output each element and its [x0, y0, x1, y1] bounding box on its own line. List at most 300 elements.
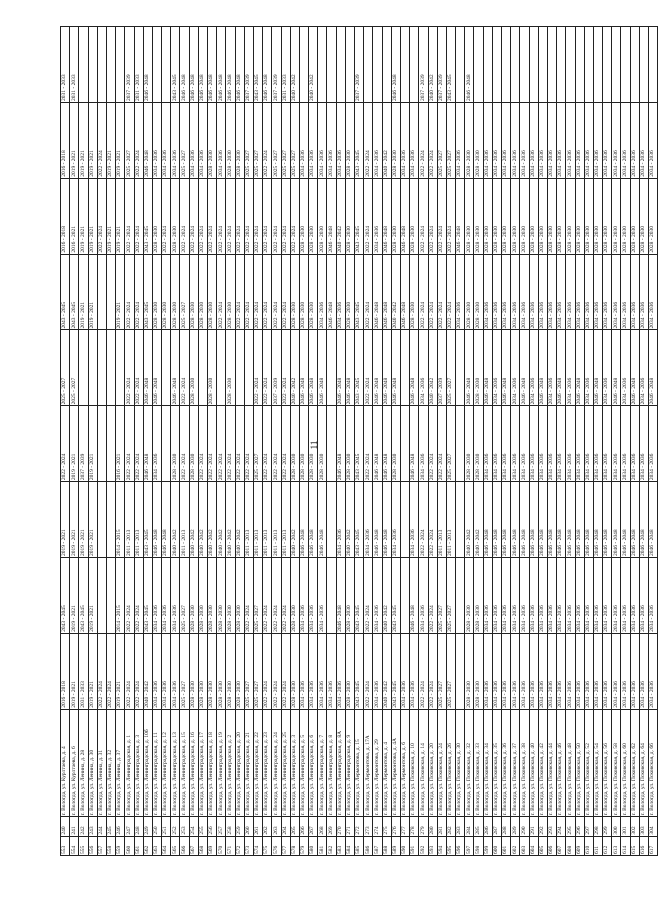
address-cell: г. Вологда, ул. Лермонтова, д. 4	[382, 709, 391, 817]
period-cell: 2046 - 2048	[465, 27, 474, 103]
period-cell	[612, 27, 621, 103]
period-cell: 2034 - 2036	[566, 406, 575, 482]
period-cell: 2046 - 2048	[502, 482, 511, 558]
item-number-cell: 255	[198, 817, 207, 836]
row-number-cell: 603	[520, 836, 529, 855]
period-cell: 2034 - 2036	[299, 633, 308, 709]
period-cell: 2028 - 2030	[318, 406, 327, 482]
period-cell: 2019 - 2021	[88, 178, 97, 254]
period-cell: 2022 - 2024	[419, 633, 428, 709]
address-cell: г. Вологда, ул. Ленинградская, д. 2	[226, 709, 235, 817]
period-cell: 2034 - 2036	[547, 254, 556, 330]
period-cell: 2019 - 2021	[70, 558, 79, 634]
period-cell: 2037 - 2039	[437, 330, 446, 406]
period-cell	[566, 27, 575, 103]
row-number-cell: 558	[106, 836, 115, 855]
period-cell	[557, 27, 566, 103]
period-cell: 2022 - 2024	[281, 178, 290, 254]
row-number-cell: 565	[171, 836, 180, 855]
period-cell: 2028 - 2030	[345, 254, 354, 330]
row-number-cell: 553	[61, 836, 70, 855]
item-number-cell: 242	[79, 817, 88, 836]
period-cell: 2046 - 2048	[391, 27, 400, 103]
period-cell: 2034 - 2036	[152, 406, 161, 482]
address-cell: г. Вологда, ул. Ленинградская, д. 25	[281, 709, 290, 817]
period-cell: 2022 - 2024	[106, 633, 115, 709]
period-cell: 2022 - 2024	[437, 254, 446, 330]
period-cell: 2025 - 2027	[253, 102, 262, 178]
period-cell: 2022 - 2024	[134, 330, 143, 406]
table-row	[61, 27, 70, 856]
period-cell: 2022 - 2024	[364, 406, 373, 482]
period-cell: 2019 - 2021	[61, 482, 70, 558]
period-cell	[456, 406, 465, 482]
table-row	[630, 27, 639, 856]
period-cell	[373, 27, 382, 103]
period-cell: 2034 - 2036	[557, 633, 566, 709]
address-cell: г. Вологда, ул. Ленинградская, д. 24	[272, 709, 281, 817]
period-cell: 2028 - 2030	[474, 406, 483, 482]
period-cell: 2028 - 2030	[465, 178, 474, 254]
period-cell: 2028 - 2030	[189, 254, 198, 330]
period-cell	[584, 27, 593, 103]
period-cell	[630, 27, 639, 103]
period-cell: 2019 - 2021	[88, 102, 97, 178]
period-cell: 2046 - 2048	[180, 27, 189, 103]
period-cell: 2022 - 2024	[364, 558, 373, 634]
period-cell: 2028 - 2030	[208, 102, 217, 178]
period-cell: 2040 - 2042	[290, 27, 299, 103]
period-cell: 2046 - 2048	[299, 330, 308, 406]
period-cell: 2019 - 2021	[106, 178, 115, 254]
period-cell: 2028 - 2030	[189, 406, 198, 482]
item-number-cell: 280	[428, 817, 437, 836]
item-number-cell: 287	[492, 817, 501, 836]
period-cell: 2028 - 2030	[474, 102, 483, 178]
row-number-cell: 568	[198, 836, 207, 855]
table-row	[116, 27, 125, 856]
period-cell: 2034 - 2036	[410, 102, 419, 178]
period-cell	[97, 406, 106, 482]
period-cell: 2034 - 2036	[511, 633, 520, 709]
repair-schedule-table	[60, 26, 658, 856]
period-cell: 2034 - 2036	[373, 178, 382, 254]
table-row	[309, 27, 318, 856]
period-cell: 2034 - 2036	[309, 102, 318, 178]
period-cell: 2043 - 2045	[79, 558, 88, 634]
row-number-cell: 582	[327, 836, 336, 855]
period-cell: 2028 - 2030	[511, 178, 520, 254]
period-cell: 2028 - 2030	[309, 178, 318, 254]
table-row	[446, 27, 455, 856]
item-number-cell: 266	[299, 817, 308, 836]
period-cell: 2046 - 2048	[318, 482, 327, 558]
period-cell: 2028 - 2030	[290, 558, 299, 634]
address-cell: г. Вологда, ул. Псковская, д. 64	[639, 709, 648, 817]
period-cell: 2028 - 2030	[391, 178, 400, 254]
item-number-cell: 251	[162, 817, 171, 836]
period-cell: 2034 - 2036	[410, 633, 419, 709]
period-cell: 2046 - 2048	[502, 330, 511, 406]
row-number-cell: 609	[575, 836, 584, 855]
address-cell: г. Вологда, ул. Псковская, д. 40	[529, 709, 538, 817]
period-cell	[217, 330, 226, 406]
address-cell: г. Вологда, ул. Лермонтова, д. 4А	[391, 709, 400, 817]
period-cell: 2022 - 2024	[281, 633, 290, 709]
table-row	[456, 27, 465, 856]
table-row	[318, 27, 327, 856]
period-cell: 2034 - 2036	[557, 406, 566, 482]
period-cell: 2019 - 2021	[88, 482, 97, 558]
period-cell: 2019 - 2021	[70, 633, 79, 709]
period-cell: 2028 - 2030	[649, 178, 658, 254]
period-cell: 2016 - 2021	[70, 178, 79, 254]
period-cell: 2022 - 2024	[134, 406, 143, 482]
period-cell: 2046 - 2048	[382, 406, 391, 482]
row-number-cell: 583	[336, 836, 345, 855]
period-cell: 2028 - 2030	[309, 406, 318, 482]
table-row	[649, 27, 658, 856]
period-cell: 2034 - 2036	[483, 406, 492, 482]
row-number-cell: 570	[217, 836, 226, 855]
period-cell: 2046 - 2048	[612, 482, 621, 558]
period-cell: 2040 - 2042	[217, 482, 226, 558]
period-cell: 2040 - 2042	[290, 482, 299, 558]
address-cell: г. Вологда, ул. Псковская, д. 56	[603, 709, 612, 817]
table-row	[465, 27, 474, 856]
period-cell: 2034 - 2036	[502, 406, 511, 482]
period-cell: 2034 - 2036	[492, 633, 501, 709]
period-cell: 2016 - 2018	[61, 178, 70, 254]
period-cell: 2046 - 2048	[217, 27, 226, 103]
period-cell: 2034 - 2036	[547, 102, 556, 178]
row-number-cell: 604	[529, 836, 538, 855]
period-cell: 2022 - 2024	[180, 178, 189, 254]
period-cell: 2046 - 2048	[639, 482, 648, 558]
period-cell: 2034 - 2036	[603, 254, 612, 330]
period-cell: 2025 - 2027	[272, 102, 281, 178]
period-cell: 2022 - 2024	[217, 254, 226, 330]
period-cell: 2028 - 2030	[465, 633, 474, 709]
row-number-cell: 555	[79, 836, 88, 855]
row-number-cell: 579	[299, 836, 308, 855]
period-cell: 2028 - 2030	[290, 406, 299, 482]
item-number-cell: 288	[502, 817, 511, 836]
item-number-cell: 247	[125, 817, 134, 836]
period-cell: 2046 - 2048	[143, 102, 152, 178]
period-cell: 2034 - 2036	[538, 254, 547, 330]
address-cell: г. Вологда, ул. Ленинградская, д. 13	[171, 709, 180, 817]
period-cell	[511, 27, 520, 103]
table-row	[79, 27, 88, 856]
item-number-cell: 304	[649, 817, 658, 836]
table-row	[483, 27, 492, 856]
item-number-cell: 282	[446, 817, 455, 836]
period-cell: 2046 - 2048	[649, 482, 658, 558]
period-cell: 2043 - 2045	[355, 406, 364, 482]
period-cell: 2046 - 2048	[208, 27, 217, 103]
period-cell: 2034 - 2036	[309, 558, 318, 634]
period-cell: 2043 - 2045	[355, 330, 364, 406]
period-cell: 2022 - 2024	[134, 254, 143, 330]
period-cell: 2022 - 2024	[263, 102, 272, 178]
period-cell	[639, 27, 648, 103]
item-number-cell: 277	[400, 817, 409, 836]
table-row	[373, 27, 382, 856]
period-cell	[456, 330, 465, 406]
address-cell: г. Вологда, ул. Псковская, д. 14	[419, 709, 428, 817]
period-cell: 2031 - 2033	[281, 27, 290, 103]
item-number-cell: 291	[529, 817, 538, 836]
period-cell: 2028 - 2030	[152, 254, 161, 330]
period-cell: 2028 - 2030	[520, 178, 529, 254]
item-number-cell: 279	[419, 817, 428, 836]
period-cell: 2040 - 2042	[428, 330, 437, 406]
table-row	[253, 27, 262, 856]
period-cell: 2034 - 2036	[400, 633, 409, 709]
period-cell: 2028 - 2030	[318, 178, 327, 254]
row-number-cell: 605	[538, 836, 547, 855]
period-cell: 2011 - 2013	[281, 482, 290, 558]
period-cell	[88, 27, 97, 103]
address-cell: г. Вологда, ул. Ленинградская, д. 20	[235, 709, 244, 817]
address-cell: г. Вологда, ул. Псковская, д. 42	[538, 709, 547, 817]
address-cell: г. Вологда, ул. Ленинградская, д. 9	[345, 709, 354, 817]
period-cell: 2043 - 2045	[391, 558, 400, 634]
period-cell: 2034 - 2036	[603, 406, 612, 482]
period-cell: 2046 - 2048	[373, 254, 382, 330]
item-number-cell: 299	[603, 817, 612, 836]
period-cell	[456, 633, 465, 709]
period-cell: 2034 - 2036	[566, 330, 575, 406]
address-cell: г. Вологда, ул. Псковская, д. 26	[446, 709, 455, 817]
period-cell: 2022 - 2024	[125, 178, 134, 254]
period-cell: 2034 - 2036	[621, 633, 630, 709]
period-cell: 2046 - 2048	[373, 482, 382, 558]
period-cell: 2022 - 2024	[263, 330, 272, 406]
period-cell: 2034 - 2036	[520, 254, 529, 330]
address-cell: г. Вологда, ул. Псковская, д. 66	[649, 709, 658, 817]
period-cell: 2034 - 2036	[639, 330, 648, 406]
period-cell: 2043 - 2045	[355, 482, 364, 558]
period-cell: 2046 - 2048	[235, 27, 244, 103]
row-number-cell: 601	[502, 836, 511, 855]
period-cell: 2034 - 2036	[327, 633, 336, 709]
period-cell: 2034 - 2036	[612, 558, 621, 634]
period-cell: 2022 - 2024	[428, 406, 437, 482]
row-number-cell: 557	[97, 836, 106, 855]
period-cell: 2022 - 2024	[235, 178, 244, 254]
address-cell: г. Вологда, ул. Псковская, д. 44	[547, 709, 556, 817]
period-cell: 2034 - 2036	[603, 102, 612, 178]
period-cell	[79, 27, 88, 103]
period-cell: 2034 - 2036	[364, 482, 373, 558]
period-cell: 2016 - 2018	[61, 633, 70, 709]
period-cell	[152, 27, 161, 103]
period-cell	[456, 482, 465, 558]
period-cell: 2034 - 2036	[603, 633, 612, 709]
period-cell: 2028 - 2030	[226, 102, 235, 178]
period-cell: 2028 - 2030	[345, 633, 354, 709]
period-cell: 2043 - 2045	[61, 254, 70, 330]
period-cell: 2028 - 2030	[171, 406, 180, 482]
period-cell: 2046 - 2048	[584, 482, 593, 558]
period-cell	[106, 27, 115, 103]
period-cell	[456, 558, 465, 634]
period-cell: 2034 - 2036	[483, 254, 492, 330]
period-cell: 2040 - 2042	[290, 330, 299, 406]
period-cell: 2046 - 2048	[630, 482, 639, 558]
period-cell: 2028 - 2030	[483, 178, 492, 254]
period-cell	[162, 406, 171, 482]
period-cell: 2034 - 2036	[400, 102, 409, 178]
period-cell: 2025 - 2027	[253, 633, 262, 709]
period-cell: 2034 - 2036	[456, 102, 465, 178]
period-cell	[235, 330, 244, 406]
period-cell: 2025 - 2027	[253, 558, 262, 634]
period-cell: 2040 - 2042	[208, 482, 217, 558]
period-cell	[400, 406, 409, 482]
period-cell: 2046 - 2048	[400, 178, 409, 254]
period-cell: 2028 - 2030	[208, 633, 217, 709]
table-row	[171, 27, 180, 856]
period-cell: 2022 - 2024	[272, 406, 281, 482]
period-cell	[400, 27, 409, 103]
period-cell: 2046 - 2048	[373, 406, 382, 482]
period-cell	[364, 27, 373, 103]
period-cell: 2034 - 2036	[649, 558, 658, 634]
period-cell	[474, 27, 483, 103]
period-cell: 2034 - 2036	[649, 102, 658, 178]
item-number-cell: 284	[465, 817, 474, 836]
period-cell: 2046 - 2048	[309, 330, 318, 406]
row-number-cell: 606	[547, 836, 556, 855]
row-number-cell: 613	[612, 836, 621, 855]
period-cell: 2034 - 2036	[483, 558, 492, 634]
period-cell: 2046 - 2048	[143, 27, 152, 103]
period-cell: 2025 - 2027	[180, 558, 189, 634]
row-number-cell: 607	[557, 836, 566, 855]
period-cell: 2022 - 2024	[235, 406, 244, 482]
period-cell: 2034 - 2036	[630, 558, 639, 634]
period-cell: 2034 - 2036	[584, 406, 593, 482]
period-cell: 2034 - 2036	[529, 254, 538, 330]
item-number-cell: 274	[373, 817, 382, 836]
period-cell: 2011 - 2013	[244, 482, 253, 558]
period-cell: 2034 - 2036	[336, 482, 345, 558]
period-cell: 2034 - 2036	[529, 633, 538, 709]
period-cell: 2022 - 2024	[125, 633, 134, 709]
period-cell: 2046 - 2048	[336, 406, 345, 482]
table-row	[382, 27, 391, 856]
period-cell: 2034 - 2036	[419, 330, 428, 406]
period-cell: 2028 - 2030	[345, 178, 354, 254]
table-row	[134, 27, 143, 856]
period-cell: 2034 - 2036	[649, 254, 658, 330]
item-number-cell: 283	[456, 817, 465, 836]
period-cell: 2022 - 2024	[428, 633, 437, 709]
period-cell: 2019 - 2021	[116, 178, 125, 254]
period-cell: 2022 - 2024	[437, 406, 446, 482]
item-number-cell: 301	[621, 817, 630, 836]
period-cell: 2022 - 2024	[272, 254, 281, 330]
address-cell: г. Вологда, ул. Псковская, д. 54	[593, 709, 602, 817]
period-cell: 2043 - 2045	[253, 27, 262, 103]
period-cell: 2037 - 2039	[125, 27, 134, 103]
period-cell: 2034 - 2036	[612, 254, 621, 330]
period-cell: 2034 - 2036	[511, 558, 520, 634]
period-cell	[97, 27, 106, 103]
period-cell: 2034 - 2036	[593, 558, 602, 634]
row-number-cell: 590	[400, 836, 409, 855]
period-cell	[244, 330, 253, 406]
period-cell: 2028 - 2030	[566, 178, 575, 254]
row-number-cell: 616	[639, 836, 648, 855]
period-cell: 2037 - 2039	[355, 27, 364, 103]
period-cell: 2034 - 2036	[621, 254, 630, 330]
period-cell: 2034 - 2036	[419, 558, 428, 634]
period-cell: 2025 - 2027	[446, 330, 455, 406]
period-cell: 2022 - 2024	[437, 178, 446, 254]
page-number: 11	[309, 440, 319, 450]
period-cell: 2025 - 2027	[281, 102, 290, 178]
period-cell: 2022 - 2024	[180, 330, 189, 406]
row-number-cell: 610	[584, 836, 593, 855]
item-number-cell: 250	[152, 817, 161, 836]
period-cell: 2011 - 2013	[134, 482, 143, 558]
period-cell: 2034 - 2036	[538, 633, 547, 709]
period-cell: 2028 - 2030	[639, 178, 648, 254]
address-cell: г. Вологда, ул. Псковская, д. 60	[621, 709, 630, 817]
period-cell: 2022 - 2024	[272, 178, 281, 254]
table-row	[97, 27, 106, 856]
period-cell: 2034 - 2036	[511, 102, 520, 178]
period-cell: 2034 - 2036	[603, 558, 612, 634]
item-number-cell: 292	[538, 817, 547, 836]
period-cell	[603, 27, 612, 103]
period-cell: 2019 - 2021	[79, 254, 88, 330]
period-cell: 2028 - 2030	[189, 633, 198, 709]
period-cell: 2014 - 2015	[116, 482, 125, 558]
row-number-cell: 594	[437, 836, 446, 855]
table-row	[400, 27, 409, 856]
table-row	[125, 27, 134, 856]
period-cell: 2034 - 2036	[318, 633, 327, 709]
period-cell: 2028 - 2030	[584, 178, 593, 254]
period-cell: 2019 - 2021	[79, 178, 88, 254]
period-cell: 2022 - 2024	[419, 254, 428, 330]
table-row	[593, 27, 602, 856]
period-cell: 2034 - 2036	[575, 102, 584, 178]
period-cell: 2034 - 2036	[419, 406, 428, 482]
period-cell: 2046 - 2048	[162, 482, 171, 558]
rotated-table-inner	[60, 26, 656, 856]
table-row	[612, 27, 621, 856]
row-number-cell: 571	[226, 836, 235, 855]
period-cell	[492, 27, 501, 103]
address-cell: г. Вологда, ул. Ленина, д. 37	[116, 709, 125, 817]
period-cell: 2046 - 2048	[152, 330, 161, 406]
period-cell: 2034 - 2036	[492, 102, 501, 178]
address-cell: г. Вологда, ул. Псковская, д. 35	[492, 709, 501, 817]
period-cell: 2028 - 2030	[189, 558, 198, 634]
period-cell: 2034 - 2036	[483, 102, 492, 178]
period-cell: 2046 - 2048	[557, 482, 566, 558]
period-cell: 2034 - 2036	[391, 482, 400, 558]
period-cell: 2046 - 2048	[198, 27, 207, 103]
row-number-cell: 586	[364, 836, 373, 855]
row-number-cell: 598	[474, 836, 483, 855]
